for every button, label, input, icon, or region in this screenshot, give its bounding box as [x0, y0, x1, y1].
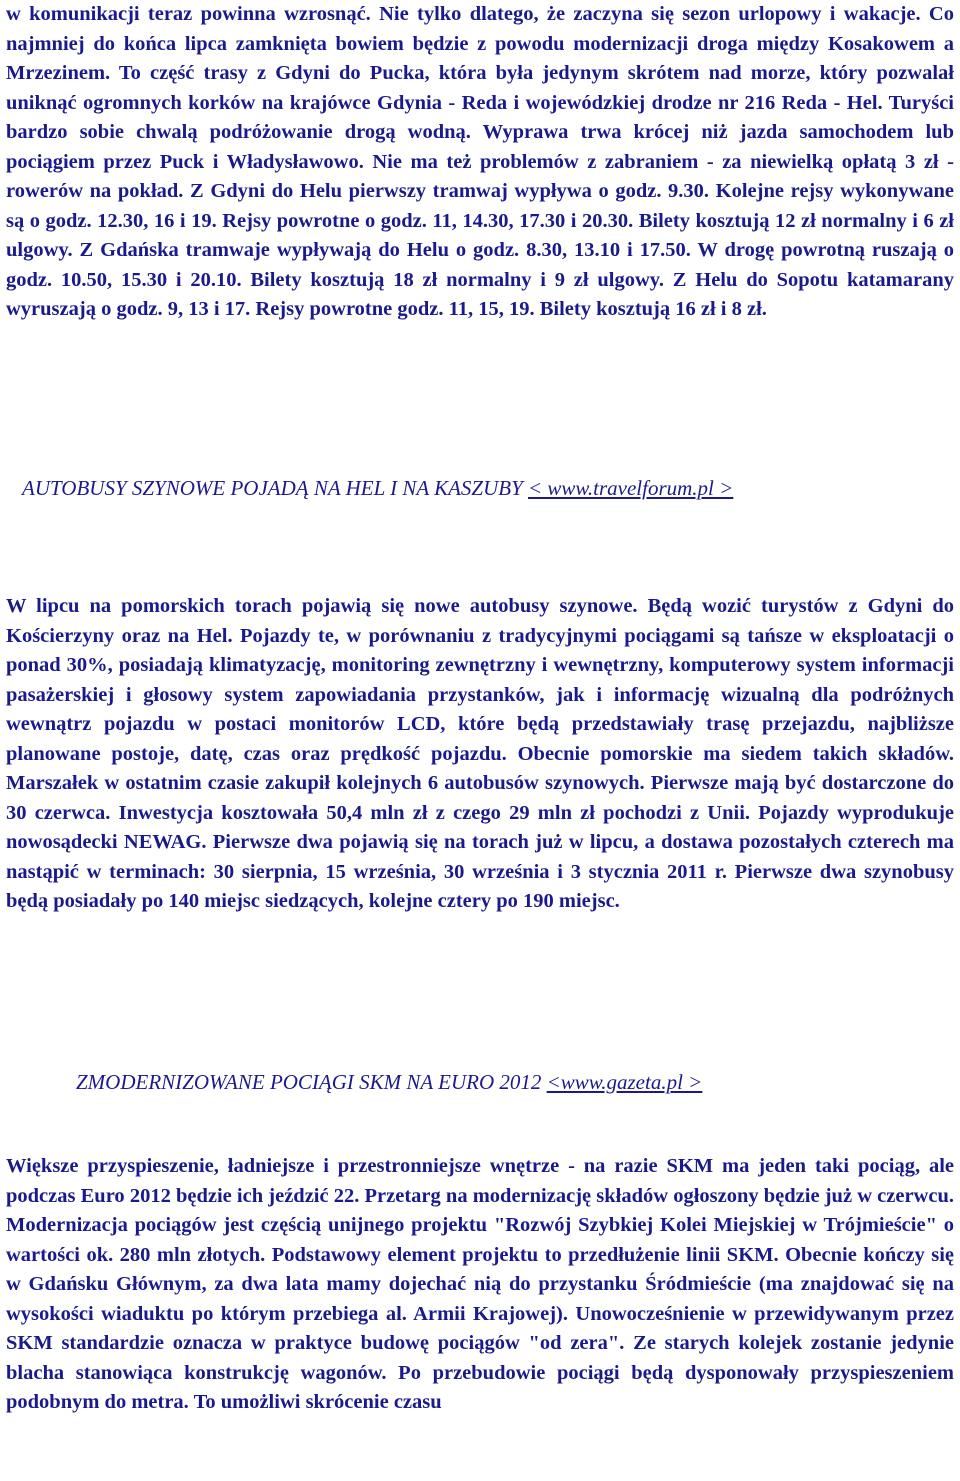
section-heading-skm-trains — [76, 1068, 702, 1096]
section-title: AUTOBUSY SZYNOWE POJADĄ NA HEL I NA KASZUBY — [22, 476, 523, 500]
section-title: ZMODERNIZOWANE POCIĄGI SKM NA EURO 2012 — [76, 1070, 542, 1094]
source-link[interactable]: < www.travelforum.pl > — [528, 476, 734, 500]
article-paragraph-skm-trains: Większe przyspieszenie, ładniejsze i przestronniejsze wnętrze - na razie SKM ma jeden taki pociąg, ale podczas Euro 2012 będzie ich jeździć 22. Przetarg na modernizację składów ogłoszony będzie już w czerwcu. Modernizacja pociągów jest częścią unijnego projektu "Rozwój Szybkiej Kolei Miejskiej w Trójmieście" o wartości ok. 280 mln złotych. Podstawowy element projektu to przedłużenie linii SKM. Obecnie kończy się w Gdańsku Głównym, za dwa lata mamy dojechać nią do przystanku Śródmieście (ma znajdować się na wysokości wiaduktu po którym przebiega al. Armii Krajowej). Unowocześnienie w przewidywanym przez SKM standardzie oznacza w praktyce budowę pociągów "od zera". Ze starych kolejek zostanie jedynie blacha stanowiąca konstrukcję wagonów. Po przebudowie pociągi będą dysponowały przyspieszeniem podobnym do metra. To umożliwi skrócenie czasu — [6, 1155, 954, 1413]
article-paragraph-rail-buses: W lipcu na pomorskich torach pojawią się nowe autobusy szynowe. Będą wozić turystów z Gdyni do Kościerzyny oraz na Hel. Pojazdy te, w porównaniu z tradycyjnymi pociągami są tańsze w eksploatacji o ponad 30%, posiadają klimatyzację, monitoring zewnętrzny i wewnętrzny, komputerowy system informacji pasażerskiej i głosowy system zapowiadania przystanków, jak i informację wizualną dla podróżnych wewnątrz pojazdu w postaci monitorów LCD, które będą przedstawiały trasę przejazdu, najbliższe planowane postoje, datę, czas oraz prędkość pojazdu. Obecnie pomorskie ma siedem takich składów. Marszałek w ostatnim czasie zakupił kolejnych 6 autobusów szynowych. Pierwsze mają być dostarczone do 30 czerwca. Inwestycja kosztowała 50,4 mln zł z czego 29 mln zł pochodzi z Unii. Pojazdy wyprodukuje nowosądecki NEWAG. Pierwsze dwa pojawią się na torach już w lipcu, a dostawa pozostałych czterech ma nastąpić w terminach: 30 sierpnia, 15 września, 30 września i 3 stycznia 2011 r. Pierwsze dwa szynobusy będą posiadały po 140 miejsc siedzących, kolejne cztery po 190 miejsc. — [6, 595, 954, 912]
article-paragraph-ferries: w komunikacji teraz powinna wzrosnąć. Nie tylko dlatego, że zaczyna się sezon urlopowy i wakacje. Co najmniej do końca lipca zamknięta bowiem będzie z powodu modernizacji droga między Kosakowem a Mrzezinem. To część trasy z Gdyni do Pucka, która była jedynym skrótem nad morze, który pozwalał uniknąć ogromnych korków na krajówce Gdynia - Reda i wojewódzkiej drodze nr 216 Reda - Hel. Turyści bardzo sobie chwalą podróżowanie drogą wodną. Wyprawa trwa krócej niż jazda samochodem lub pociągiem przez Puck i Władysławowo. Nie ma też problemów z zabraniem - za niewielką opłatą 3 zł - rowerów na pokład. Z Gdyni do Helu pierwszy tramwaj wypływa o godz. 9.30. Kolejne rejsy wykonywane są o godz. 12.30, 16 i 19. Rejsy powrotne o godz. 11, 14.30, 17.30 i 20.30. Bilety kosztują 12 zł normalny i 6 zł ulgowy. Z Gdańska tramwaje wypływają do Helu o godz. 8.30, 13.10 i 17.50. W drogę powrotną ruszają o godz. 10.50, 15.30 i 20.10. Bilety kosztują 18 zł normalny i 9 zł ulgowy. Z Helu do Sopotu katamarany wyruszają o godz. 9, 13 i 17. Rejsy powrotne godz. 11, 15, 19. Bilety kosztują 16 zł i 8 zł. — [6, 3, 954, 320]
source-link[interactable]: <www.gazeta.pl > — [546, 1070, 703, 1094]
section-heading-rail-buses — [22, 474, 733, 502]
